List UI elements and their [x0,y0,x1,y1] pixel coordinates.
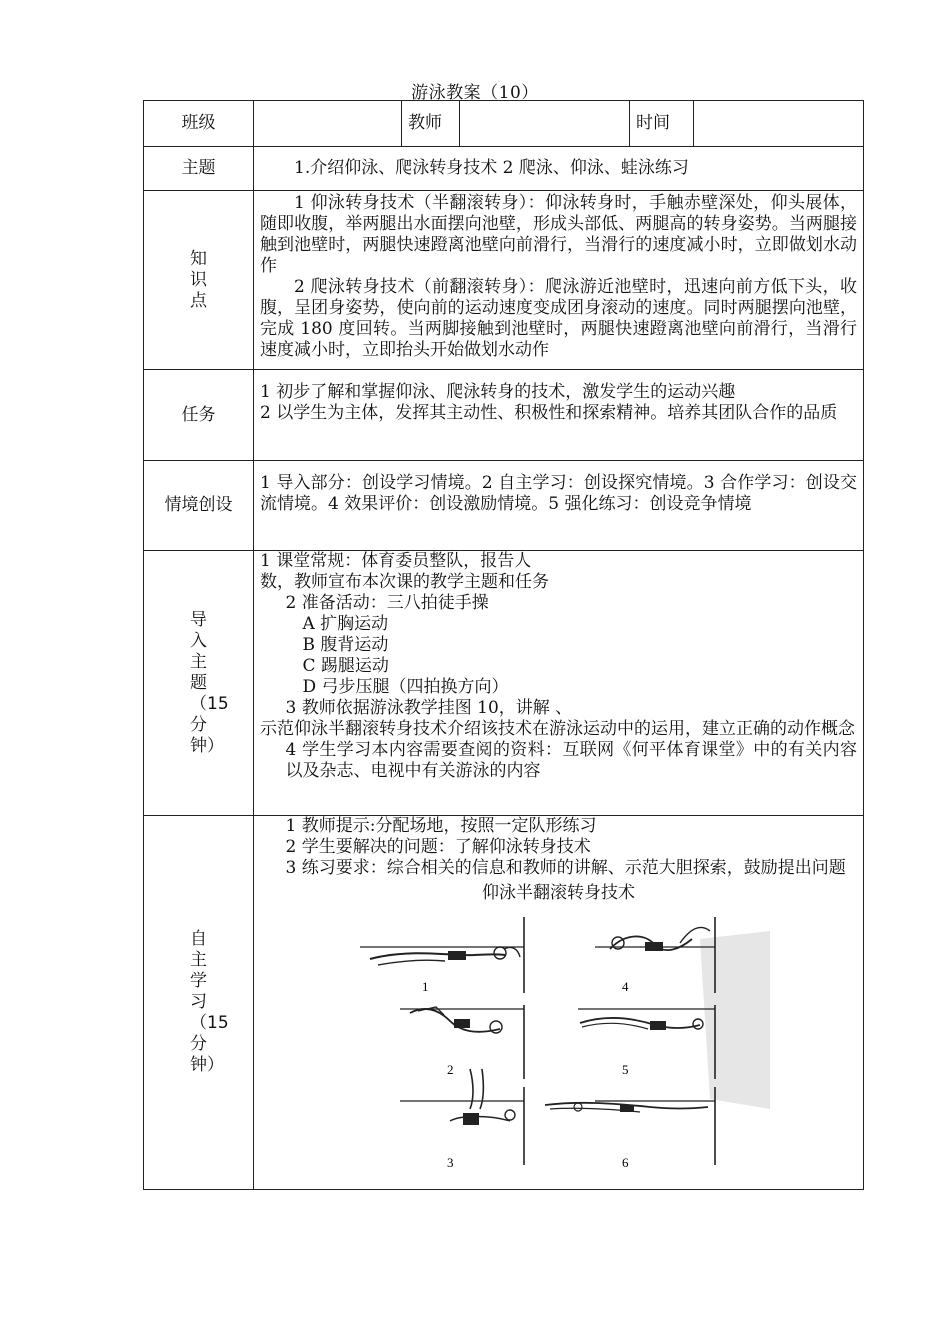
intro-line-4: A 扩胸运动 [302,614,389,634]
header-row [144,101,864,147]
knowledge-label-text: 知识点 [190,248,207,311]
panel-6 [545,1087,715,1165]
swimmer-diagram [260,909,860,1181]
intro-line-3: 2 准备活动：三八拍徒手操 [285,593,489,613]
panel-3 [400,1069,524,1165]
task-item-1: 1 初步了解和掌握仰泳、爬泳转身的技术，激发学生的运动兴趣 [260,382,736,402]
situation-text: 1 导入部分：创设学习情境。2 自主学习：创设探究情境。3 合作学习：创设交流情境。4 效果评价：创设激励情境。5 强化练习：创设竞争情境 [260,473,857,514]
time-label: 时间 [630,101,694,147]
intro-row [144,551,864,816]
intro-line-1: 1 课堂常规：体育委员整队，报告人 [260,551,532,571]
self-study-label [144,816,254,1190]
time-value [694,101,864,147]
panel-number-2: 2 [447,1062,454,1077]
self-study-label-text: 自主学习（15分钟） [190,929,229,1075]
self-study-line-1: 1 教师提示:分配场地，按照一定队形练习 [285,816,597,836]
lesson-plan-table [143,100,864,1190]
task-row [144,370,864,461]
situation-content [254,461,864,551]
knowledge-paragraph-2: 2 爬泳转身技术（前翻滚转身）：爬泳游近池壁时，迅速向前方低下头，收腹，呈团身姿势，使向前的运动速度变成团身滚动的速度。同时两腿摆向池壁，完成 180 度回转。当两脚接触到池壁时，两腿快速蹬离池壁向前滑行，当滑行速度减小时，立即抬头开始做划水动作 [260,277,857,360]
panel-5 [578,1005,715,1079]
teacher-label: 教师 [402,101,460,147]
intro-label-text: 导入主题（15分钟） [190,609,229,756]
class-label: 班级 [144,101,254,147]
knowledge-row [144,191,864,370]
intro-line-8: 3 教师依据游泳教学挂图 10，讲解 、 [285,698,573,718]
theme-content: 1.介绍仰泳、爬泳转身技术 2 爬泳、仰泳、蛙泳练习 [254,147,864,191]
knowledge-label [144,191,254,370]
self-study-row [144,816,864,1190]
task-content [254,370,864,461]
task-label: 任务 [144,370,254,461]
intro-line-9: 示范仰泳半翻滚转身技术介绍该技术在游泳运动中的运用，建立正确的动作概念 [260,719,855,739]
situation-row [144,461,864,551]
knowledge-content [254,191,864,370]
intro-line-10: 4 学生学习本内容需要查阅的资料：互联网《何平体育课堂》中的有关内容以及杂志、电视中有关游泳的内容 [285,740,857,781]
intro-label [144,551,254,816]
watermark-shape [700,931,770,1109]
intro-line-6: C 踢腿运动 [302,656,389,676]
theme-label: 主题 [144,147,254,191]
teacher-value [460,101,630,147]
panel-1 [360,917,524,993]
turn-technique-figure [260,883,857,1183]
self-study-content [254,816,864,1190]
panel-number-6: 6 [622,1155,629,1170]
panel-4 [595,917,715,993]
self-study-line-2: 2 学生要解决的问题：了解仰泳转身技术 [285,837,591,857]
intro-line-5: B 腹背运动 [302,635,389,655]
class-value [254,101,402,147]
panel-number-5: 5 [622,1062,629,1077]
knowledge-paragraph-1: 1 仰泳转身技术（半翻滚转身）：仰泳转身时，手触赤壁深处，仰头展体，随即收腹，举两腿出水面摆向池壁，形成头部低、两腿高的转身姿势。当两腿接触到池壁时，两腿快速蹬离池壁向前滑行，当滑行的速度减小时，立即做划水动作 [260,193,857,276]
panel-number-1: 1 [422,979,429,994]
situation-label: 情境创设 [144,461,254,551]
intro-line-7: D 弓步压腿（四拍换方向） [302,677,509,697]
intro-line-2: 数，教师宣布本次课的教学主题和任务 [260,572,549,592]
panel-number-3: 3 [447,1155,454,1170]
task-item-2: 2 以学生为主体，发挥其主动性、积极性和探索精神。培养其团队合作的品质 [260,403,838,423]
self-study-line-3: 3 练习要求：综合相关的信息和教师的讲解、示范大胆探索，鼓励提出问题 [285,858,846,878]
document-title: 游泳教案（10） [411,83,539,103]
intro-content [254,551,864,816]
figure-caption: 仰泳半翻滚转身技术 [482,883,635,903]
panel-2 [400,1005,524,1079]
panel-number-4: 4 [622,979,629,994]
theme-row [144,147,864,191]
